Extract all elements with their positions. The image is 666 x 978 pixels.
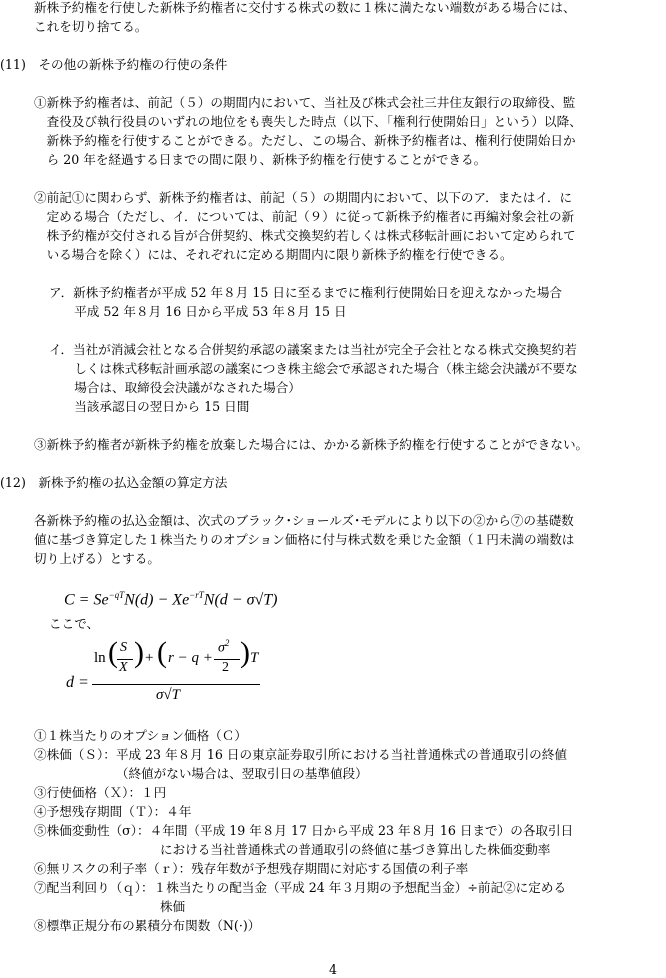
- s11-item3: ③新株予約権者が新株予約権を放棄した場合には、かかる新株予約権を行使することができない。: [34, 437, 589, 452]
- section-11-heading: (11) その他の新株予約権の行使の条件: [0, 57, 228, 72]
- s11-item2-line4: いる場合を除く）には、それぞれに定める期間内に限り新株予約権を行使できる。: [34, 247, 513, 262]
- formula-n2: N: [203, 591, 215, 609]
- formula-paren-close-1: ): [134, 636, 144, 669]
- def-8: ⑧標準正規分布の累積分布関数（N(·)）: [34, 918, 261, 933]
- page-number: 4: [328, 962, 337, 977]
- formula-exp2: −rT: [189, 590, 204, 600]
- formula-paren-open-2: (: [157, 636, 167, 669]
- section-12-heading: (12) 新株予約権の払込金額の算定方法: [0, 475, 228, 490]
- formula-plus: +: [145, 650, 154, 666]
- formula-ln: ln: [94, 650, 106, 666]
- intro-line-1: 新株予約権を行使した新株予約権者に交付する株式の数に１株に満たない端数がある場合には、: [34, 0, 576, 15]
- s11-item2b-line1: イ．当社が消滅会社となる合併契約承認の議案または当社が完全子会社となる株式交換契約若: [49, 342, 577, 357]
- formula-lhs: C = Se: [64, 591, 109, 609]
- formula-r-q: r − q +: [168, 650, 213, 666]
- s11-item2b-line2: しくは株式移転計画承認の議案につき株主総会で承認された場合（株主総会決議が不要な: [49, 361, 578, 376]
- def-3: ③行使価格（Ｘ）：１円: [34, 785, 167, 800]
- def-7-cont: 株価: [34, 899, 186, 914]
- formula-t: T: [250, 650, 259, 666]
- s12-body-line1: 各新株予約権の払込金額は、次式のブラック･ショールズ･モデルにより以下の②から⑦の基礎数: [34, 513, 574, 528]
- s11-item2a-line1: ア．新株予約権者が平成 52 年８月 15 日に至るまでに権利行使開始日を迎えなかった場合: [49, 285, 563, 300]
- formula-main-fraction-bar: [92, 684, 260, 685]
- formula-mid2: (d) − Xe: [134, 591, 190, 609]
- s11-item2-line2: 定める場合（ただし、イ．については、前記（９）に従って新株予約権者に再編対象会社の新: [34, 209, 575, 224]
- formula-paren-open-1: (: [108, 636, 118, 669]
- formula-two: 2: [222, 660, 229, 675]
- def-2: ②株価（Ｓ）：平成 23 年８月 16 日の東京証券取引所における当社普通株式の普通取引の終値: [34, 747, 567, 762]
- s12-body-line2: 値に基づき算定した１株当たりのオプション価格に付与株式数を乗じた金額（１円未満の端数は: [34, 532, 575, 547]
- s11-item1-line3: 新株予約権を行使することができる。ただし、この場合、新株予約権者は、権利行使開始日か: [34, 133, 576, 148]
- s12-body-line3: 切り上げる）とする。: [34, 551, 160, 566]
- formula-sigma2: $\sigma^2$: [218, 638, 230, 656]
- formula-call-price: [64, 590, 277, 609]
- def-4: ④予想残存期間（Ｔ）：４年: [34, 804, 192, 819]
- s11-item1-line4: ら 20 年を経過する日までの間に限り、新株予約権を行使することができる。: [34, 152, 487, 167]
- s11-item2-line1: ②前記①に関わらず、新株予約権者は、前記（５）の期間内において、以下のア．またはイ．に: [34, 190, 573, 205]
- s11-item2-line3: 株予約権が交付される旨が合併契約、株式交換契約若しくは株式移転計画において定められて: [34, 228, 576, 243]
- formula-denominator: σ√T: [156, 687, 180, 703]
- def-2-cont: （終値がない場合は、翌取引日の基準値段）: [34, 766, 368, 781]
- formula-x: X: [119, 660, 128, 675]
- def-1: ①１株当たりのオプション価格（Ｃ）: [34, 728, 247, 743]
- def-5: ⑤株価変動性（σ）：４年間（平成 19 年８月 17 日から平成 23 年８月 16 日まで）の各取引日: [34, 823, 574, 838]
- formula-paren-close-2: ): [240, 636, 250, 669]
- s11-item2a-line2: 平成 52 年８月 16 日から平成 53 年８月 15 日: [49, 304, 347, 319]
- formula-n1: N: [124, 591, 135, 609]
- def-5-cont: における当社普通株式の普通取引の終値に基づき算出した株価変動率: [34, 842, 551, 857]
- formula-mid4: (d − σ√T): [214, 591, 278, 609]
- formula-s: S: [120, 640, 127, 655]
- intro-line-2: これを切り捨てる。: [34, 19, 148, 34]
- s11-item2b-line4: 当該承認日の翌日から 15 日間: [49, 399, 250, 414]
- s11-item2b-line3: 場合は、取締役会決議がなされた場合）: [49, 380, 301, 395]
- def-6: ⑥無リスクの利子率（ｒ）：残存年数が予想残存期間に対応する国債の利子率: [34, 861, 469, 876]
- formula-d-label: d =: [66, 674, 89, 691]
- s11-item1-line2: 査役及び執行役員のいずれの地位をも喪失した時点（以下、「権利行使開始日」という）以降、: [34, 114, 582, 129]
- def-7: ⑦配当利回り（ｑ）：１株当たりの配当金（平成 24 年３月期の予想配当金）÷前記②に定める: [34, 880, 567, 895]
- formula-exp1: −qT: [108, 590, 125, 600]
- s11-item1-line1: ①新株予約権者は、前記（５）の期間内において、当社及び株式会社三井住友銀行の取締役、監: [34, 95, 576, 110]
- formula-here-label: ここで、: [49, 616, 100, 631]
